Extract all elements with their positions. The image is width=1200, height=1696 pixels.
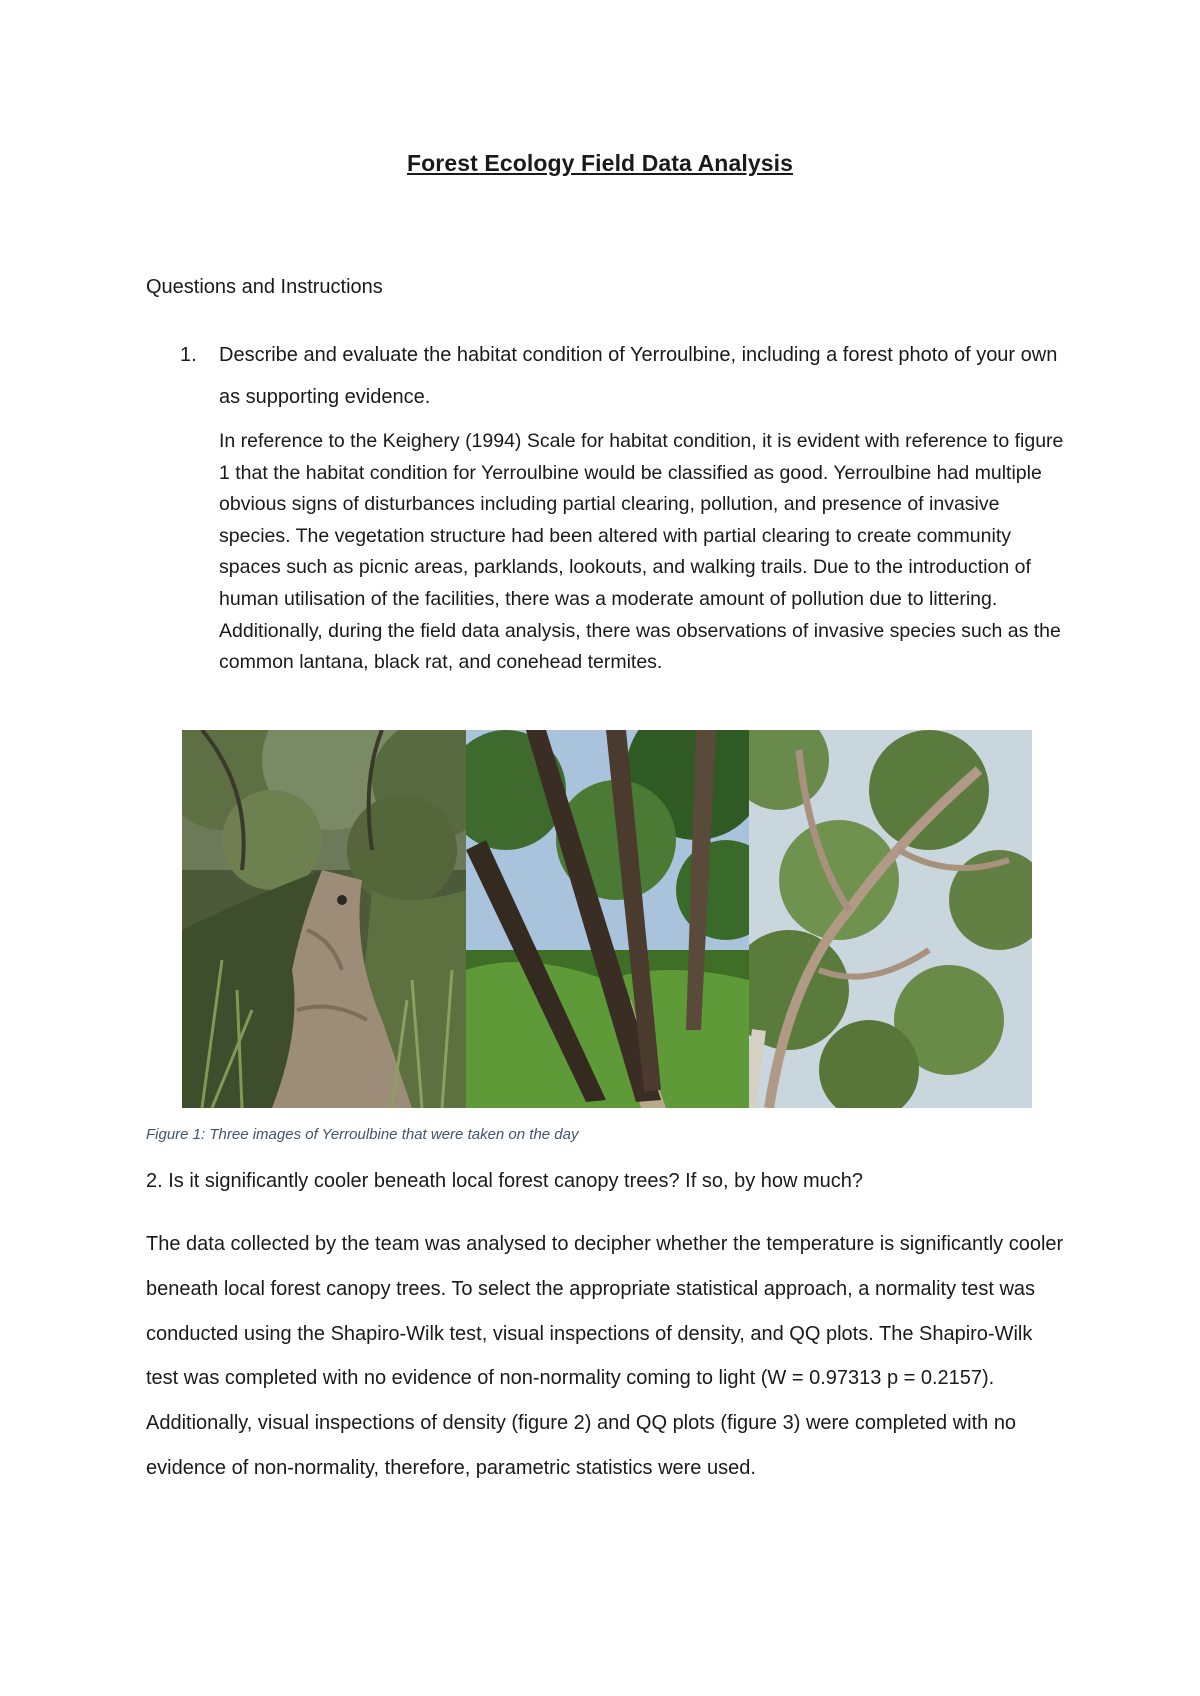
question-2-answer: The data collected by the team was analysed to decipher whether the temperature is significantly cooler beneath local forest canopy trees. To select the appropriate statistical approach, a normality test was conducted using the Shapiro-Wilk test, visual inspections of density, and QQ plots. The Shapiro-Wilk test was completed with no evidence of non-normality coming to light (W = 0.97313 p = 0.2157). Additionally, visual inspections of density (figure 2) and QQ plots (figure 3) were completed with no evidence of non-normality, therefore, parametric statistics were used. [146, 1233, 1064, 1479]
figure-1 [182, 730, 1032, 1108]
question-1 [181, 334, 1061, 418]
tree-trunks-photo [466, 730, 749, 1108]
question-1-answer: In reference to the Keighery (1994) Scale for habitat condition, it is evident with reference to figure 1 that the habitat condition for Yerroulbine would be classified as good. Yerroulbine had multiple obvious signs of disturbances including partial clearing, pollution, and presence of invasive species. The vegetation structure had been altered with partial clearing to create community spaces such as picnic areas, parklands, lookouts, and walking trails. Due to the introduction of human utilisation of the facilities, there was a moderate amount of pollution due to littering. Additionally, during the field data analysis, there was observations of invasive species such as the common lantana, black rat, and conehead termites. [219, 430, 1064, 674]
forest-trail-photo [182, 730, 466, 1108]
question-1-text: Describe and evaluate the habitat condition of Yerroulbine, including a forest photo of your own as supporting evidence. [219, 344, 1058, 408]
canopy-photo [749, 730, 1032, 1108]
question-1-number: 1. [180, 344, 197, 366]
figure-caption: Figure 1: Three images of Yerroulbine that were taken on the day [146, 1126, 579, 1143]
document-title: Forest Ecology Field Data Analysis [407, 150, 793, 176]
section-label: Questions and Instructions [146, 276, 383, 298]
question-2-text: 2. Is it significantly cooler beneath local forest canopy trees? If so, by how much? [146, 1170, 864, 1192]
